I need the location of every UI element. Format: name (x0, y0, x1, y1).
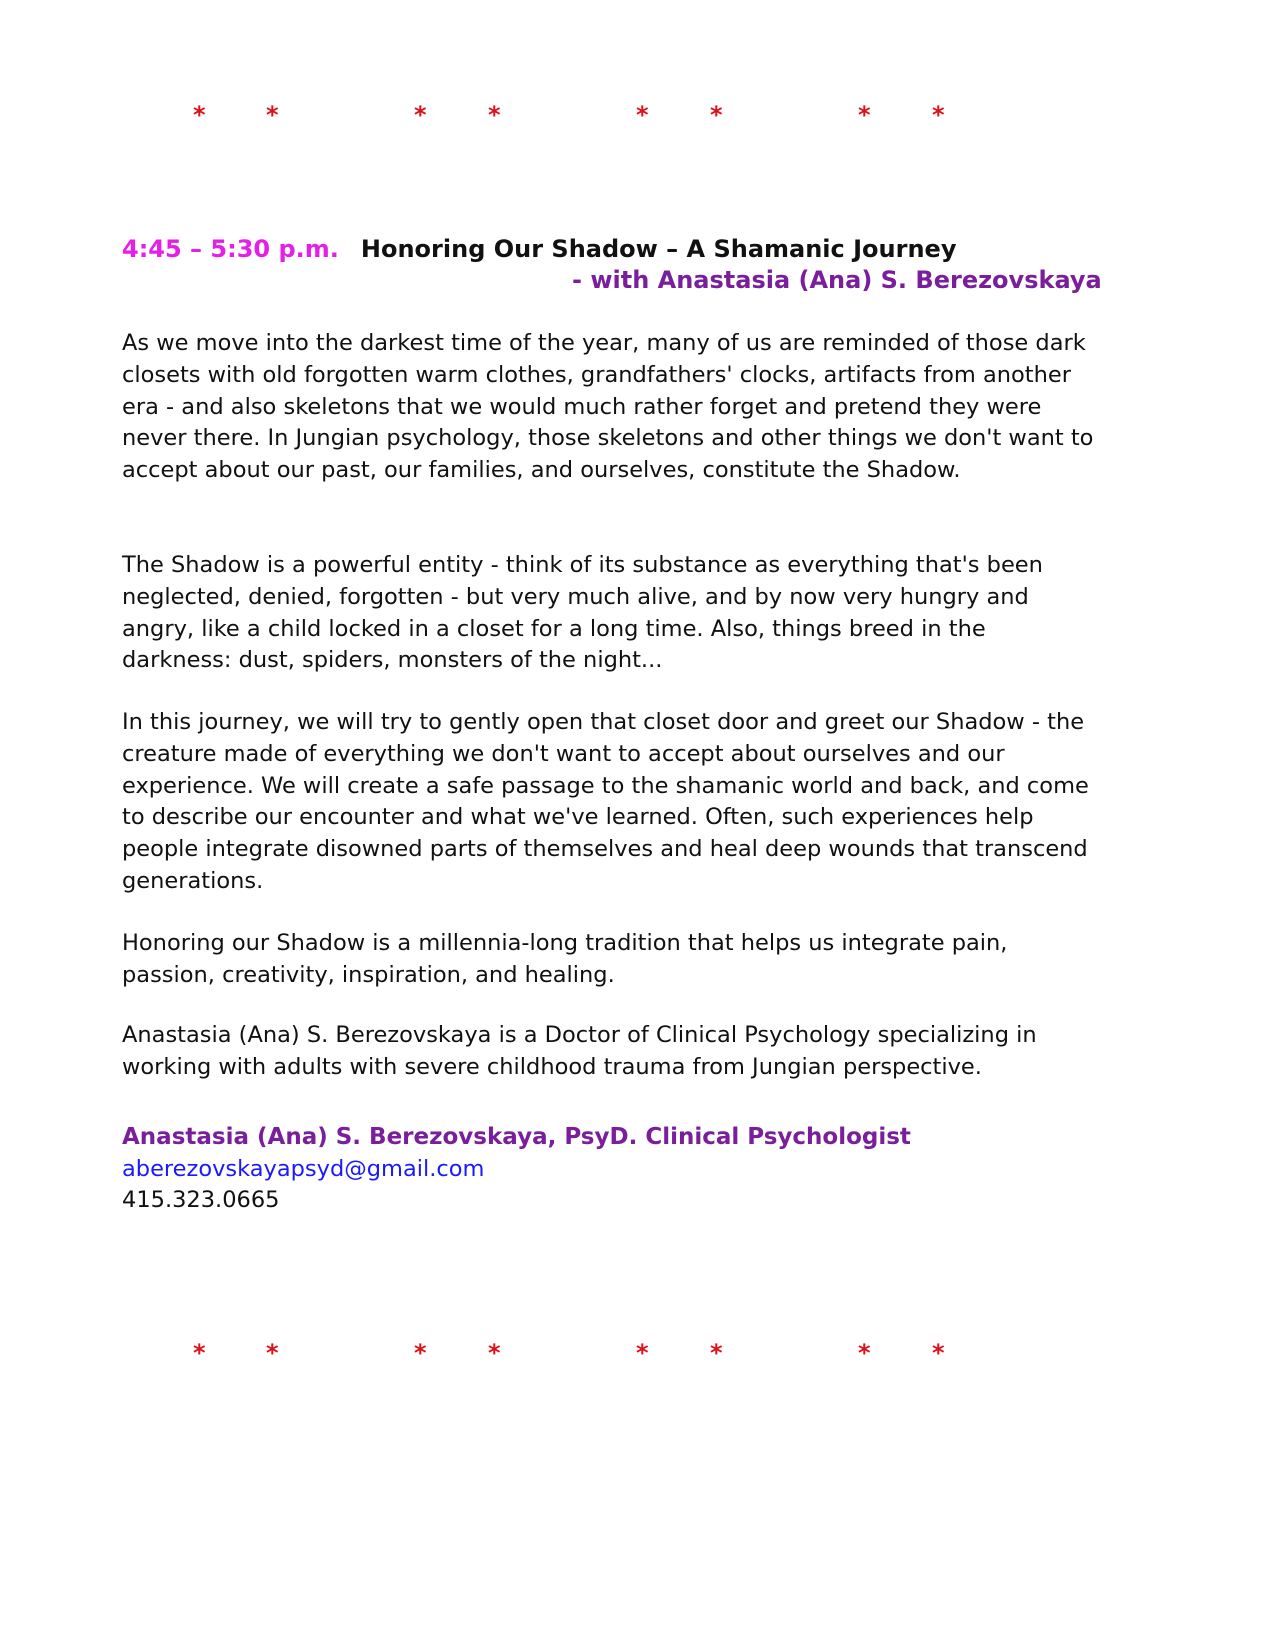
star-icon: * (858, 1339, 871, 1367)
star-icon: * (488, 1339, 501, 1367)
star-icon: * (266, 1339, 279, 1367)
event-title: Honoring Our Shadow – A Shamanic Journey (360, 235, 957, 263)
event-time: 4:45 – 5:30 p.m. (122, 235, 339, 263)
star-icon: * (932, 1339, 945, 1367)
event-heading (122, 235, 956, 263)
star-icon: * (710, 101, 723, 129)
paragraph-bio: Anastasia (Ana) S. Berezovskaya is a Doctor of Clinical Psychology specializing in working with adults with severe childhood trauma from Jungian perspective. (122, 1022, 1037, 1080)
phone-number: 415.323.0665 (122, 1187, 280, 1213)
signature-name: Anastasia (Ana) S. Berezovskaya, PsyD. Clinical Psychologist (122, 1124, 911, 1150)
star-icon: * (414, 1339, 427, 1367)
star-icon: * (932, 101, 945, 129)
star-icon: * (858, 101, 871, 129)
email-link[interactable]: aberezovskayapsyd@gmail.com (122, 1156, 485, 1182)
star-icon: * (636, 1339, 649, 1367)
top-star-divider (0, 100, 1275, 130)
paragraph-shadow: The Shadow is a powerful entity - think of its substance as everything that's been neglected, denied, forgotten - but very much alive, and by now very hungry and angry, like a child locked in a closet for a long time. Also, things breed in the darkness: dust, spiders, monsters of the night... (122, 552, 1043, 674)
star-icon: * (193, 1339, 206, 1367)
paragraph-tradition: Honoring our Shadow is a millennia-long tradition that helps us integrate pain, passion, creativity, inspiration, and healing. (122, 930, 1008, 988)
paragraph-journey: In this journey, we will try to gently open that closet door and greet our Shadow - the creature made of everything we don't want to accept about ourselves and our experience. We will create a safe passage to the shamanic world and back, and come to describe our encounter and what we've learned. Often, such experiences help people integrate disowned parts of themselves and heal deep wounds that transcend generations. (122, 709, 1089, 894)
star-icon: * (710, 1339, 723, 1367)
star-icon: * (266, 101, 279, 129)
event-presenter: - with Anastasia (Ana) S. Berezovskaya (572, 266, 1102, 294)
paragraph-intro: As we move into the darkest time of the year, many of us are reminded of those dark closets with old forgotten warm clothes, grandfathers' clocks, artifacts from another era - and also skeletons that we would much rather forget and pretend they were never there. In Jungian psychology, those skeletons and other things we don't want to accept about our past, our families, and ourselves, constitute the Shadow. (122, 330, 1094, 484)
star-icon: * (636, 101, 649, 129)
star-icon: * (414, 101, 427, 129)
star-icon: * (488, 101, 501, 129)
star-icon: * (193, 101, 206, 129)
bottom-star-divider (0, 1338, 1275, 1368)
